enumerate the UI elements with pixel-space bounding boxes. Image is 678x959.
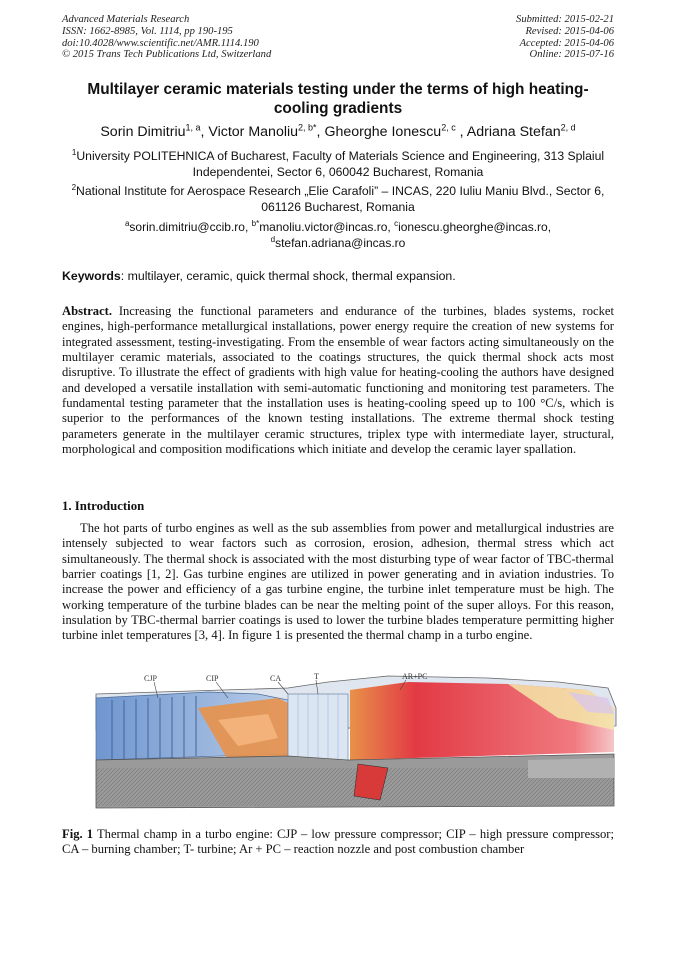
abstract-label: Abstract. bbox=[62, 304, 113, 318]
figure-label: T bbox=[314, 672, 319, 681]
keywords-label: Keywords bbox=[62, 269, 121, 283]
figure-label: CA bbox=[270, 674, 282, 683]
email-sup: b* bbox=[251, 219, 260, 228]
abstract bbox=[62, 304, 614, 457]
author-list: Sorin Dimitriu$^{1, a}$, Victor Manoliu$^{2, b*}$, Gheorghe Ionescu$^{2, c}$ , Adriana Stefan$^{2, d}$ bbox=[100, 122, 576, 140]
email-sup: d bbox=[270, 234, 276, 244]
author-name: Gheorghe Ionescu bbox=[324, 124, 442, 140]
figure-label: CIP bbox=[206, 674, 219, 683]
author-sup: 1, a bbox=[185, 122, 201, 133]
figure-caption bbox=[62, 827, 614, 858]
caption-text: Thermal champ in a turbo engine: CJP – low pressure compressor; CIP – high pressure compressor; CA – burning chamber; T- turbine; Ar + PC – reaction nozzle and post combustion chamber bbox=[62, 827, 614, 857]
date-submitted: Submitted: 2015-02-21 bbox=[516, 14, 614, 25]
author-sup: 2, b* bbox=[298, 122, 317, 133]
abstract-text: Increasing the functional parameters and endurance of the turbines, blades systems, rocket engines, high-performance metallurgical installations, power energy require the creation of new systems for integrated assessment, testing-investigating. From the ensemble of wear factors acting simultaneously on the multilayer ceramic materials, associated to the coatings structures, the quick thermal shock acts most disruptive. To illustrate the effect of gradients with high value for heating-cooling the authors have designed and developed a versatile installation with semi-automatic functioning and monitoring test parameters. The fundamental testing parameter that the installation uses is heating-cooling speed up to 100 °C/s, which is superior to the performances of the known testing installations. The extreme thermal shock testing parameters generate in the multilayer ceramic structures, triplex type with intermediate layer, structural, morphological and composition modifications which initiate and develop the ceramic layer spallation. bbox=[62, 304, 614, 457]
author-sup: 2, c bbox=[441, 122, 456, 133]
date-accepted: Accepted: 2015-04-06 bbox=[519, 37, 614, 49]
date-revised: Revised: 2015-04-06 bbox=[525, 25, 614, 37]
author-sup: 2, d bbox=[560, 122, 576, 133]
affiliation-2 bbox=[62, 184, 614, 215]
email-link[interactable]: sorin.dimitriu@ccib.ro bbox=[129, 220, 245, 234]
figure-label: AR+PC bbox=[402, 672, 428, 681]
journal-issn: ISSN: 1662-8985, Vol. 1114, pp 190-195 bbox=[62, 25, 233, 37]
affiliation-1 bbox=[62, 149, 614, 180]
article-dates bbox=[516, 14, 614, 61]
email-link[interactable]: ionescu.gheorghe@incas.ro bbox=[398, 220, 548, 234]
date-online: Online: 2015-07-16 bbox=[529, 49, 614, 61]
keywords bbox=[62, 269, 614, 284]
email-sup: a bbox=[124, 219, 130, 228]
figure-turbo-engine bbox=[88, 668, 620, 818]
paper-title: Multilayer ceramic materials testing under the terms of high heating-cooling gradients bbox=[87, 81, 589, 117]
journal-doi: doi:10.4028/www.scientific.net/AMR.1114.190 bbox=[62, 37, 259, 49]
journal-name: Advanced Materials Research bbox=[62, 14, 190, 25]
turbo-engine-illustration bbox=[88, 668, 620, 818]
section-paragraph: The hot parts of turbo engines as well as the sub assemblies from power and metallurgical industries are intensely subjected to wear factors such as corrosion, erosion, adhesion, thermal stress which act simultaneously. The thermal shock is associated with the most disturbing type of wear factor of TBC-thermal barrier coatings [1, 2]. Gas turbine engines are utilized in power generating and in aviation industries. To increase the power and efficiency of a gas turbine engine, the turbine inlet temperature must be high. The working temperature of the turbine blades can be near the melting point of the super alloys. For this reason, insulation by TBC-thermal barrier coatings is used to lower the turbine blades temperature permitting higher turbine inlet temperatures [3, 4]. In figure 1 is presented the thermal champ in a turbo engine. bbox=[62, 521, 614, 643]
affiliation-sup: 2 bbox=[71, 182, 77, 192]
journal-info bbox=[62, 14, 271, 61]
author-name: Adriana Stefan bbox=[466, 124, 561, 140]
affiliation-text: National Institute for Aerospace Research „Elie Carafoli” – INCAS, 220 Iuliu Maniu Blvd., Sector 6, 061126 Bucharest, Romania bbox=[76, 184, 605, 214]
author-name: Victor Manoliu bbox=[208, 124, 299, 140]
affiliation-text: University POLITEHNICA of Bucharest, Faculty of Materials Science and Engineering, 313 Splaiul Independentei, Sector 6, 060042 Bucharest, Romania bbox=[76, 149, 605, 179]
affiliation-sup: 1 bbox=[71, 147, 77, 157]
section-heading: 1. Introduction bbox=[62, 499, 145, 513]
author-name: Sorin Dimitriu bbox=[100, 124, 186, 140]
keywords-text: : multilayer, ceramic, quick thermal shock, thermal expansion. bbox=[120, 269, 456, 283]
journal-copyright: © 2015 Trans Tech Publications Ltd, Switzerland bbox=[62, 49, 272, 61]
email-link[interactable]: stefan.adriana@incas.ro bbox=[275, 235, 406, 250]
caption-label: Fig. 1 bbox=[62, 827, 94, 841]
email-link[interactable]: manoliu.victor@incas.ro bbox=[259, 220, 388, 234]
author-emails: $^a$sorin.dimitriu@ccib.ro, $^{b*}$manoliu.victor@incas.ro, $^c$ionescu.gheorghe@incas.ro, $^d$stefan.adriana@incas.ro bbox=[124, 219, 552, 250]
figure-label: CJP bbox=[144, 674, 157, 683]
email-sup: c bbox=[394, 219, 399, 228]
